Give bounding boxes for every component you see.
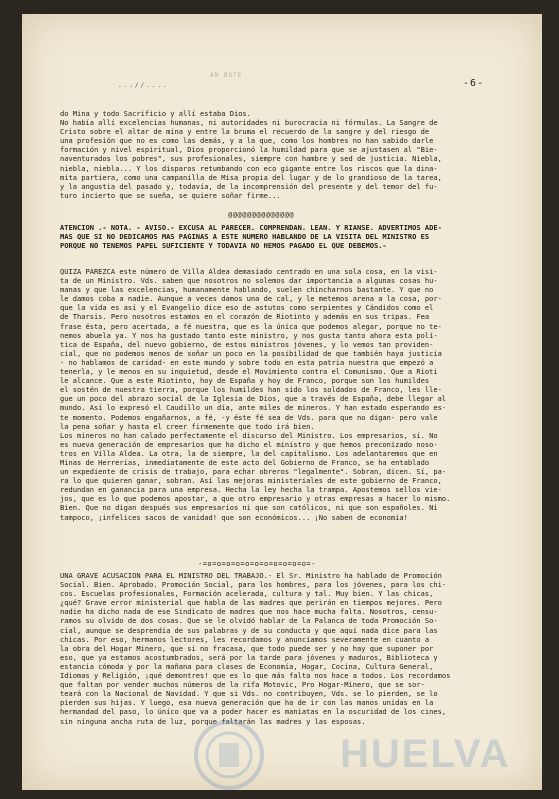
text-line: y la angustia del pasado y, todavía, de la incomprensión del presente y del temor del fu- xyxy=(60,181,438,191)
text-line: nemos abuela ya. Y nos ha gustado tanto este ministro, y nos gusta tanto ahora esta polí- xyxy=(60,330,438,340)
text-line: tenerla, y le menos en su inquietud, desde el Movimiento contra el Comunismo. Que a Rioti xyxy=(60,367,438,377)
text-line: QUIZA PAREZCA este número de Villa Aldea demasiado centrado en una sola cosa, en la visi- xyxy=(60,267,438,276)
text-line: cos. Escuelas profesionales, Formación acelerada, cultura y tal. Muy bien. Y las chicas, xyxy=(60,589,434,599)
text-line: chicas. Por eso, hermanos lectores, les recordamos y anunciamos severamente en cuanto a xyxy=(60,634,430,644)
text-line: estancia cómoda y por la mañana para clases de Economía, Hogar, Cocina, Cultura General, xyxy=(60,661,434,671)
text-line: redundan en ganancia para una empresa. Hecha la ley hecha la trampa. Apostemos sellos vie- xyxy=(60,485,442,495)
text-line: Cristo sobre el altar de mina y entre la bruma el recuerdo de la sangre y del riesgo de xyxy=(60,127,430,137)
faded-stamp: AN BSTE xyxy=(210,72,243,79)
text-line: tros en Villa Aldea. La otra, la de siempre, la del capitalismo. Los adelantaremos que en xyxy=(60,448,438,458)
text-line: hermandad del paso, lo único que va a poder hacer es maniatas en la oscuridad de los cines, xyxy=(60,707,447,717)
text-line: UNA GRAVE ACUSACION PARA EL MINISTRO DEL TRABAJO.- El Sr. Ministro ha hablado de Promoción xyxy=(60,571,442,580)
text-line: ra lo que quieren ganar, sobran. Así las mejoras ministeriales de este gobierno de Franco, xyxy=(60,476,442,486)
text-line: el sostén de nuestra tierra, porque los humildes han sido los soldados de Franco, les lle- xyxy=(60,385,442,395)
text-line: niebla, niebla... Y los disparos retumbando con eco gigante entre los riscos que la dina- xyxy=(60,163,438,173)
paragraph-mine-mass xyxy=(60,109,532,200)
text-line: que faltan por vender muchos números de la rifa Motovic, Pro Hogar-Minero, que se sor- xyxy=(60,680,425,690)
text-line: formación y nivel espiritual, Dios proporcionó la humildad para que se ajustasen al "Bie- xyxy=(60,145,438,155)
section-divider: @@@@@@@@@@@@@@ xyxy=(228,211,295,219)
text-line: ATENCION .- NOTA. - AVISO.- EXCUSA AL PARECER. COMPRENDAN. LEAN. Y RIANSE. ADVERTIMOS ADE- xyxy=(60,223,442,232)
text-line: eso, que ya estamos acostumbrados, será por la tarde para jóvenes y maduros, Biblioteca y xyxy=(60,652,438,662)
text-line: es nueva generación de empresarios que ha dicho el ministro y que hemos preconizado noso- xyxy=(60,439,438,449)
text-line: jos, que es lo que podemos apostar, a que otro empresario y otras empresas a hacer lo mismo. xyxy=(60,494,451,504)
text-line: PORQUE NO TENEMOS PAPEL SUFICIENTE Y TODAVIA NO HEMOS PAGADO EL QUE DEBEMOS.- xyxy=(60,241,387,251)
text-line: Social. Bien. Aprobado. Promoción Social, para los hombres, para los jóvenes, para los chi- xyxy=(60,580,447,590)
text-line: mita partiera, como una campanilla de Misa propia del lugar y de lo grandioso de la tarea, xyxy=(60,172,442,182)
text-line: le damos coba a nadie. Aunque a veces damos una de cal, y le metemos arena a la cosa, por- xyxy=(60,294,442,304)
text-line: tica de España, del nuevo gobierno, de estos ministros jóvenes, y lo vemos tan providen- xyxy=(60,339,434,349)
archive-watermark: HUELVA xyxy=(340,732,511,776)
text-line: No había allí excelencias humanas, ni autoridades ni burocracia ni fórmulas. La Sangre de xyxy=(60,118,438,128)
text-line: la pena soñar y hasta el creer firmemente que todo irá bien. xyxy=(60,421,315,431)
text-line: turo incierto que se sueña, se quiere soñar firme... xyxy=(60,190,281,200)
text-line: gue un poco del abrazo social de la Iglesia de Dios, que a través de España, debe llegar al xyxy=(60,394,447,404)
text-line: Bien. Que no digan después sus empresarios ni que son católicos, ni que son españoles. Ni xyxy=(60,503,438,513)
text-line: la obra del Hogar Minero, que si no fracasa, que todo puede ser y no hay que suponer por xyxy=(60,643,434,653)
section-divider: -=o=o=o=o=o=o=o=o=o=o=o=- xyxy=(198,560,316,568)
text-line: cial, que no podemos menos de soñar un poco en la posibilidad de que también haya justicia xyxy=(60,348,442,358)
paragraph-labor-accusation xyxy=(60,571,532,726)
text-line: que la vida es así y el Evangelio dice eso de astutos como serpientes y Cándidos como el xyxy=(60,303,434,313)
text-line: do Mina y todo Sacrificio y allí estaba Dios. xyxy=(60,109,251,118)
text-line: - no hablamos de caridad- en este mundo y sobre todo en esta patria nuestra que empezó a xyxy=(60,357,434,367)
text-line: un expediente de crisis de trabajo, para echar obreros "legalmente". Sobran, dicen. Sí, pa- xyxy=(60,467,447,477)
text-line: una profesión que no es como las demás, y a la que, como los hombres no han sabido darle xyxy=(60,136,434,146)
text-line: tampoco, ¡infelices sacos de vanidad! que son económicos... ¡No saben de economía! xyxy=(60,512,408,522)
text-line: cial, aunque se desprendía de sus palabras y de su conducta y que aquí nada dice para las xyxy=(60,625,438,635)
text-line: Idiomas y Religión, ¡qué demontres! que es lo que más falta nos hace a todos. Los recordamos xyxy=(60,671,451,681)
page-number: -6- xyxy=(462,78,484,89)
text-line: MAS QUE SI NO DEDICAMOS MAS PAGINAS A ESTE NUMERO HABLANDO DE LA VISITA DEL MINISTRO ES xyxy=(60,232,430,242)
text-line: mundo. Así lo expresó el Caudillo un día, ante miles de mineros. Y han estado esperando es- xyxy=(60,403,447,413)
text-line: pierden sus hijas. Y luego, esa nueva generación que ha de ir con las manos unidas en la xyxy=(60,698,434,708)
text-line: Minas de Herrerías, inmediatamente de este acto del Gobierno de Franco, se ha entablado xyxy=(60,457,430,467)
document-page xyxy=(22,14,542,790)
text-line: sin ninguna ancha ruta de luz, porque faltarán las madres y las esposas. xyxy=(60,716,366,726)
archive-seal-icon xyxy=(192,718,266,790)
text-line: manas y que las excelencias, humanamente hablando, suelen chincharnos bastante. Y que no xyxy=(60,285,434,295)
text-line: le alcance. Que a este Riotinto, hoy de España y hoy de Franco, porque son los humildes xyxy=(60,376,430,386)
paragraph-minister-visit xyxy=(60,267,532,522)
text-line: ta de un Ministro. Vds. saben que nosotros no solemos dar importancia a algunas cosas hu- xyxy=(60,276,438,286)
notice-block xyxy=(60,223,532,250)
text-line: de Tharsis. Pero nosotros estamos en el corazón de Riotinto y además en sus tripas. Fea xyxy=(60,312,430,322)
header-mark: ...//.... xyxy=(118,82,169,89)
text-line: naventurados los pobres", sus profesionales, siempre con hambre y sed de justicia. Niebla, xyxy=(60,154,442,164)
text-line: nadie ha dicho nada de ese Sindicato de madres que nos hace mucha falta. Nosotros, censu- xyxy=(60,607,438,617)
text-line: ramos su olvido de dos cosas. Que se le olvidó hablar de la Palanca de toda Promoción So- xyxy=(60,616,438,626)
text-line: ¿qué? Grave error ministerial que habla de las madres que perirán en tiempos mejores. Pero xyxy=(60,598,442,608)
text-line: te momento. Podemos engañarnos, a fé, -y éste fé sea de Vds. para que no digan- pero vale xyxy=(60,412,438,422)
text-line: teará con la Nacional de Navidad. Y que si Vds. no contribuyen, Vds. se lo pierden, se lo xyxy=(60,689,438,699)
text-line: frase ésta, pero acertada, a fé nuestra, que es la única que podemos alegar, porque no te- xyxy=(60,321,442,331)
text-line: Los mineros no han calado perfectamente el discurso del Ministro. Los empresarios, sí. No xyxy=(60,430,438,440)
